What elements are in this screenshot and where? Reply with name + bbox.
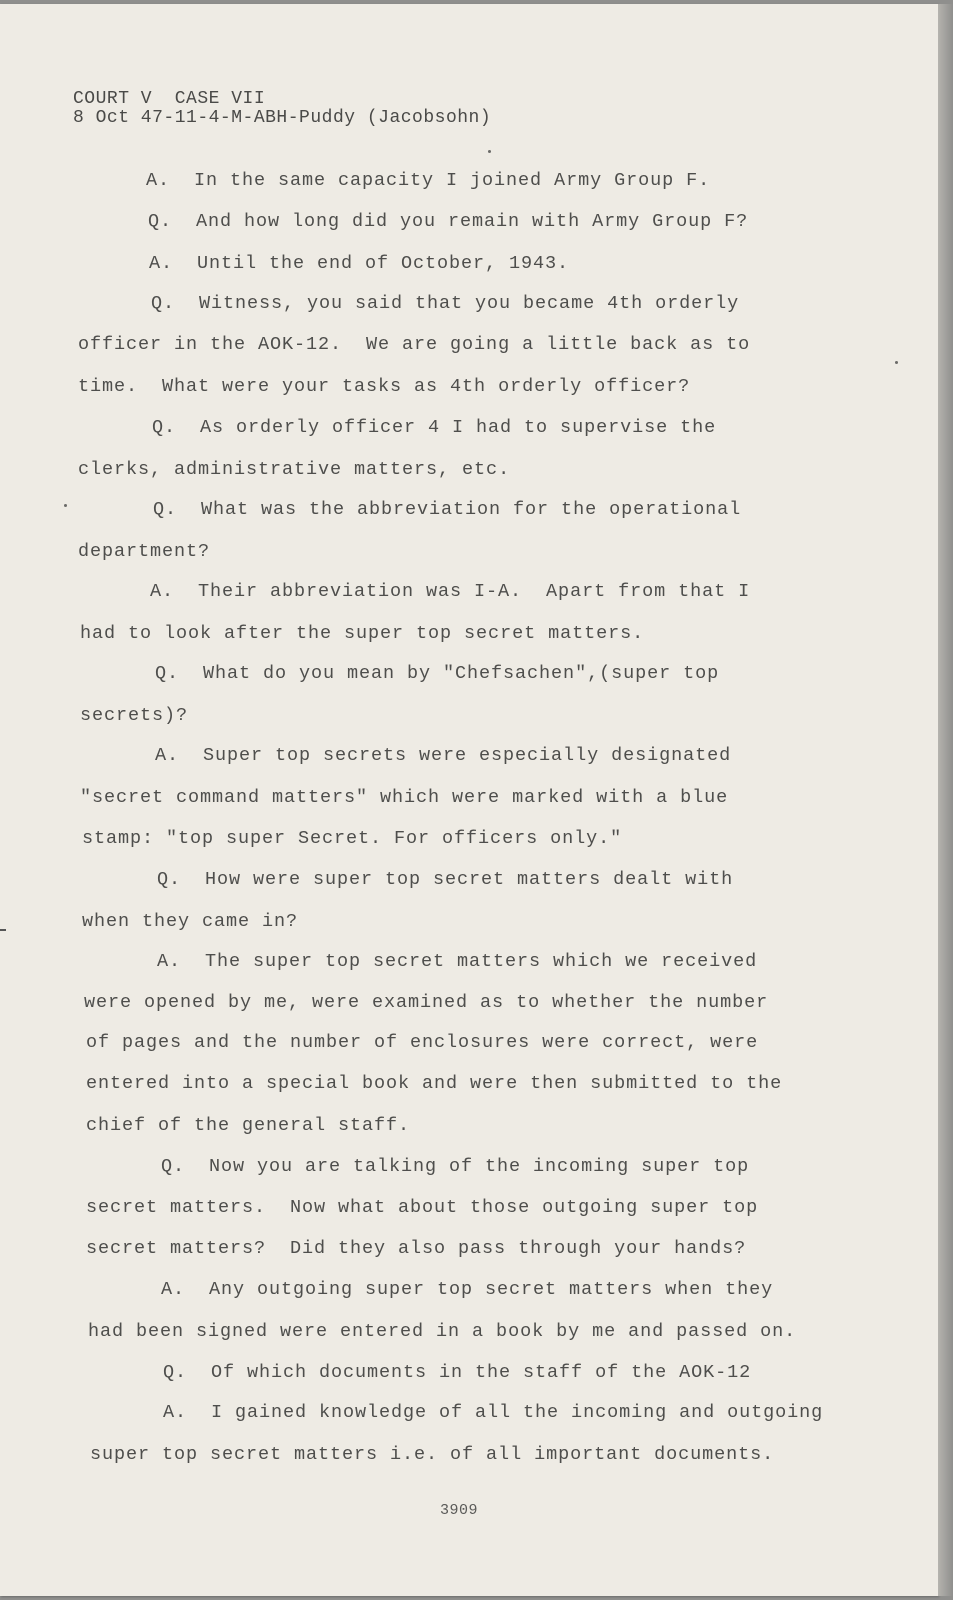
transcript-line: Q. Now you are talking of the incoming super top xyxy=(161,1156,750,1177)
transcript-line: "secret command matters" which were marked with a blue xyxy=(80,787,729,808)
transcript-line: super top secret matters i.e. of all important documents. xyxy=(90,1444,775,1465)
transcript-line: Q. What was the abbreviation for the operational xyxy=(153,499,742,520)
header-court-case: COURT V CASE VII xyxy=(73,89,266,109)
transcript-line: Q. Of which documents in the staff of the AOK-12 xyxy=(163,1362,752,1383)
transcript-line: secrets)? xyxy=(80,705,189,726)
margin-mark xyxy=(0,929,6,931)
paper-speck xyxy=(64,504,67,507)
document-page xyxy=(0,4,938,1596)
transcript-line: officer in the AOK-12. We are going a little back as to xyxy=(78,334,751,355)
document-header xyxy=(73,90,491,128)
transcript-line: had to look after the super top secret matters. xyxy=(80,623,645,644)
transcript-line: time. What were your tasks as 4th orderly officer? xyxy=(78,376,691,397)
transcript-line: had been signed were entered in a book by me and passed on. xyxy=(88,1321,797,1342)
page-edge-shadow xyxy=(938,4,953,1596)
transcript-line: department? xyxy=(78,541,211,562)
transcript-line: Q. How were super top secret matters dealt with xyxy=(157,869,734,890)
transcript-line: A. I gained knowledge of all the incoming and outgoing xyxy=(163,1402,824,1423)
transcript-line: clerks, administrative matters, etc. xyxy=(78,459,511,480)
transcript-line: A. The super top secret matters which we received xyxy=(157,951,758,972)
transcript-line: Q. What do you mean by "Chefsachen",(super top xyxy=(155,663,720,684)
transcript-line: Q. As orderly officer 4 I had to supervise the xyxy=(152,417,717,438)
transcript-line: secret matters. Now what about those outgoing super top xyxy=(86,1197,759,1218)
transcript-line: of pages and the number of enclosures were correct, were xyxy=(86,1032,759,1053)
transcript-line: A. Their abbreviation was I-A. Apart from that I xyxy=(150,581,751,602)
header-date-reference: 8 Oct 47-11-4-M-ABH-Puddy (Jacobsohn) xyxy=(73,108,492,128)
transcript-line: when they came in? xyxy=(82,911,299,932)
transcript-line: A. Super top secrets were especially designated xyxy=(155,745,732,766)
transcript-line: stamp: "top super Secret. For officers only." xyxy=(82,828,623,849)
transcript-line: A. Until the end of October, 1943. xyxy=(149,253,570,274)
transcript-line: A. Any outgoing super top secret matters when they xyxy=(161,1279,774,1300)
transcript-line: Q. Witness, you said that you became 4th orderly xyxy=(151,293,740,314)
paper-speck xyxy=(895,361,898,364)
transcript-line: Q. And how long did you remain with Army Group F? xyxy=(148,211,749,232)
page-number: 3909 xyxy=(440,1502,479,1519)
paper-speck xyxy=(488,150,491,153)
transcript-line: entered into a special book and were then submitted to the xyxy=(86,1073,783,1094)
transcript-line: chief of the general staff. xyxy=(86,1115,411,1136)
transcript-line: secret matters? Did they also pass through your hands? xyxy=(86,1238,747,1259)
transcript-line: A. In the same capacity I joined Army Group F. xyxy=(146,170,711,191)
transcript-line: were opened by me, were examined as to whether the number xyxy=(84,992,769,1013)
